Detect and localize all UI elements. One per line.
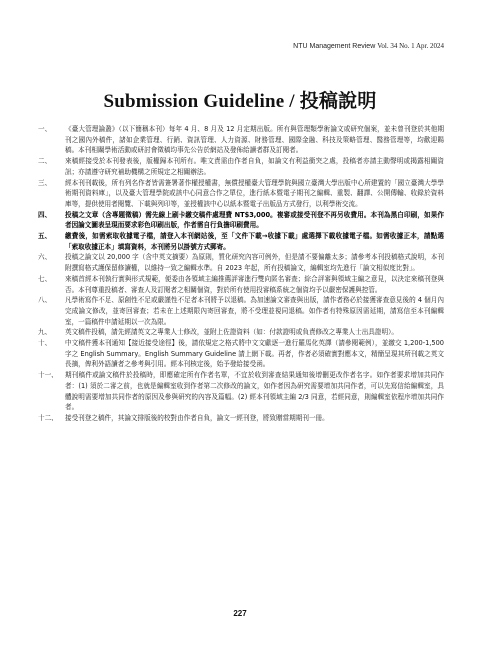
guideline-item-number: 六、 bbox=[38, 253, 52, 262]
guideline-list bbox=[38, 124, 444, 424]
journal-name: NTU Management Review bbox=[293, 43, 376, 50]
guideline-item-text: 經本刊刊載後，所有列名作者皆需簽署著作權授權書，無償授權臺大管理學院與國立臺灣大學出版中心所建置的「國立臺灣大學學術期刊資料庫」，以及臺大管理學院或該中心同意合作之單位，進行紙本暨電子期刊之編輯、重製、翻譯、公開傳輸、收錄於資料庫等，提供使用者閱覽、下載與列印等，並授權該中心以紙本暨電子出版品方式發行，以利學術交流。 bbox=[65, 178, 444, 208]
guideline-item-text: 《臺大管理論叢》（以下簡稱本刊）每年 4 月、8 月及 12 月定期出版。所有與管理類學術論文或研究個案，並未曾刊登於其他期刊之國內外稿件，諸如企業管理、行銷、資訊管理、人力資源、財務管理、國際金融、科技及策略管理、醫務管理等，均歡迎賜稿。本刊相關學術活動或研討會徵稿均事先公告於網站及發佈給讀者群及訂閱者。 bbox=[65, 125, 444, 155]
page-title: Submission Guideline / 投稿說明 bbox=[103, 91, 377, 112]
guideline-item-text: 投稿之論文以 20,000 字（含中英文摘要）為原則，質化研究內容可例外，但是請不要偏離太多；請參考本刊投稿格式說明，本刊附撰寫格式護保留修讀權，以維持一致之編輯水準。自 2023 年起，所有投稿論文，編輯室均先進行「論文相似度比對」。 bbox=[65, 253, 444, 273]
guideline-item bbox=[38, 178, 444, 210]
running-head bbox=[293, 42, 444, 50]
guideline-item bbox=[38, 210, 444, 231]
guideline-item bbox=[38, 274, 444, 295]
guideline-item-text: 中文稿件獲本刊通知【接近接受途徑】後，請依規定之格式將中文文獻逐一進行羅馬化英譯（請參閱範例），並繳交 1,200-1,500 字之 English Summary。English Summary Guideline 請上網下載。再者，作者必須確實對應本文，精簡呈現其所刊載之英文長摘，俾利外語讀者之參考與引用。經本刊核定後，始予發給接受函。 bbox=[65, 339, 444, 369]
guideline-item-number: 十一、 bbox=[38, 371, 58, 380]
guideline-item bbox=[38, 252, 444, 273]
guideline-item-text: 接受刊登之稿件，其論文排版後的校對由作者自負，論文一經刊登，將致贈當期期刊一冊。 bbox=[65, 413, 329, 422]
guideline-item-text: 英文稿件投稿，請先經請英文之專業人士修改，並附上佐證資料（如：付款證明或負責修改之專業人士出具證明）。 bbox=[65, 328, 398, 337]
guideline-item bbox=[38, 231, 444, 252]
guideline-item-text: 來稿首經本刊執行實與形式規範，便委由各領域主編推薦評審進行雙向匿名審查；綜合評審與領域主編之意見，以決定來稿刊登與否。本刊尊重投稿者、審查人及訂閱者之相關個資，對於所有使用投審稿系統之個資均予以嚴密保護與控管。 bbox=[65, 274, 444, 294]
guideline-item bbox=[38, 370, 444, 413]
guideline-item-number: 七、 bbox=[38, 274, 52, 283]
guideline-item bbox=[38, 295, 444, 327]
guideline-item-number: 十二、 bbox=[38, 413, 58, 422]
page-number: 227 bbox=[233, 609, 247, 618]
guideline-item-number: 一、 bbox=[38, 125, 52, 133]
guideline-item-number: 三、 bbox=[38, 178, 52, 187]
guideline-item bbox=[38, 124, 444, 156]
guideline-item bbox=[38, 413, 444, 424]
guideline-item-text: 繳費後，如需索取收據電子檔，請登入本刊網站後，至「文件下載→收據下載」處選擇下載收據電子檔。如需收據正本，請點選「索取收據正本」填寫資料，本刊將另以掛號方式郵寄。 bbox=[65, 232, 444, 251]
guideline-item-text: 凡學術寫作不足、原創性不足或嚴謹性不足者本刊將予以退稿。為加速論文審查與出版，請作者務必於接獲審查意見後的 4 個月內完成論文修改，並寄回審查；若未在上述期限內寄回審查，將不受理並視同退稿。如作者有特殊原因需延期，請寫信至本刊編輯室，一篇稿件申請延期以一次為限。 bbox=[65, 296, 444, 326]
guideline-item-number: 十、 bbox=[38, 339, 52, 348]
guideline-item-text: 投稿之文章（含專題徵稿）需先線上刷卡繳交稿件處理費 NT$3,000。複審或接受刊登不再另收費用。本刊為黑白印刷，如果作者因論文圖表呈現而要求彩色印刷出版，作者需自行負擔印刷費用。 bbox=[65, 210, 444, 230]
guideline-item-number: 二、 bbox=[38, 157, 52, 166]
guideline-item-number: 五、 bbox=[38, 232, 52, 241]
guideline-item bbox=[38, 156, 444, 177]
issue-info: Vol. 34 No. 1 Apr. 2024 bbox=[377, 42, 444, 50]
guideline-item bbox=[38, 338, 444, 370]
guideline-item-text: 期刊稿件或論文稿件於投稿時，即應確定所有作者名單，不宜於收到審查結果通知後增刪更改作者名字。如作者要求增加共同作者：(1) 須於二審之前，也就是編輯室收到作者第二次修改的論文，如作者因為研究需要增加共同作者，可以先寫信給編輯室，具體說明需要增加共同作者的原因及參與研究的內容及篇幅。(2) 經本刊領域主編 2/3 同意，若經同意，則編輯室依程序增加共同作者。 bbox=[65, 371, 444, 412]
guideline-item-text: 來稿經接受於本刊發表後，版權歸本刊所有。唯文責需由作者自負，如論文有利益衝突之處，投稿者亦請主動聲明或揭露相關資訊；亦請遵守研究補助機構之所規定之相關辦法。 bbox=[65, 157, 444, 176]
guideline-item-number: 四、 bbox=[38, 210, 52, 219]
guideline-item-number: 九、 bbox=[38, 328, 52, 337]
guideline-item bbox=[38, 327, 444, 338]
guideline-item-number: 八、 bbox=[38, 296, 52, 305]
